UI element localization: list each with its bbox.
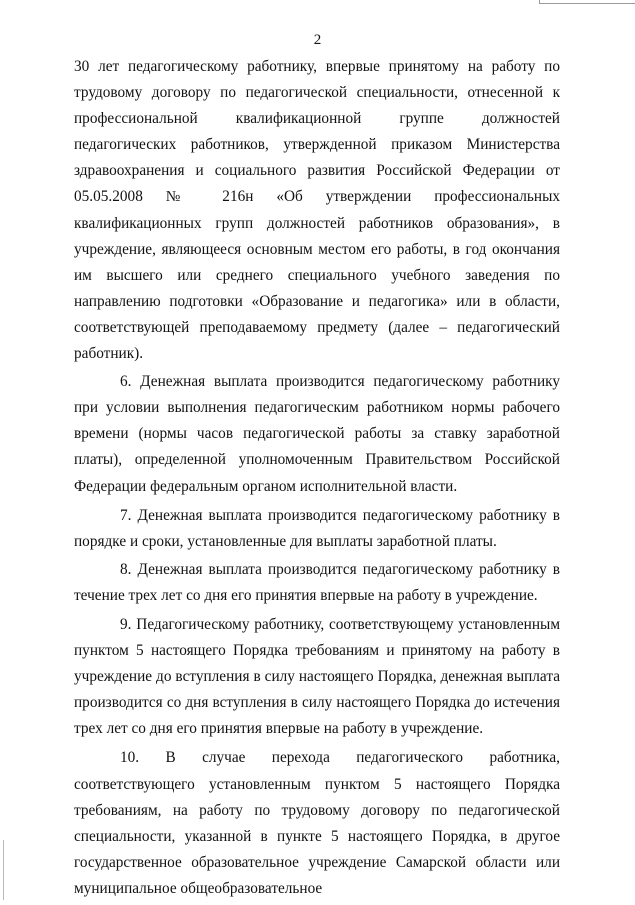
document-body — [74, 54, 560, 902]
scan-margin-line — [3, 840, 4, 900]
paragraph-item-9: 9. Педагогическому работнику, соответствующему установленным пунктом 5 настоящего Порядка требованиям и принятому на работу в учреждение до вступления в силу настоящего Порядка, денежная выплата производится со дня вступления в силу настоящего Порядка до истечения трех лет со дня его принятия впервые на работу в учреждение. — [74, 615, 560, 738]
paragraph-item-10: 10. В случае перехода педагогического работника, соответствующего установленным пунктом 5 настоящего Порядка требованиям, на работу по трудовому договору по педагогической специальности, указанной в пункте 5 настоящего Порядка, в другое государственное образовательное учреждение Самарской области или муниципальное общеобразовательное — [74, 749, 560, 897]
paragraph-continuation: 30 лет педагогическому работнику, впервые принятому на работу по трудовому договору по педагогической специальности, отнесенной к профессиональной квалификационной группе должностей педагогических работников, утвержденной приказом Министерства здравоохранения и социального развития Российской Федерации от 05.05.2008 № 216н «Об утверждении профессиональных квалификационных групп должностей работников образования», в учреждение, являющееся основным местом его работы, в год окончания им высшего или среднего специального учебного заведения по направлению подготовки «Образование и педагогика» или в области, соответствующей преподаваемому предмету (далее – педагогический работник). — [74, 58, 560, 363]
scan-corner-mark — [539, 0, 635, 4]
page-number: 2 — [313, 32, 322, 48]
paragraph-item-6: 6. Денежная выплата производится педагогическому работнику при условии выполнения педагогическим работником нормы рабочего времени (нормы часов педагогической работы за ставку заработной платы), определенной уполномоченным Правительством Российской Федерации федеральным органом исполнительной власти. — [74, 373, 560, 495]
paragraph-item-8: 8. Денежная выплата производится педагогическому работнику в течение трех лет со дня его принятия впервые на работу в учреждение. — [74, 560, 560, 604]
paragraph-item-7: 7. Денежная выплата производится педагогическому работнику в порядке и сроки, установленные для выплаты заработной платы. — [74, 506, 560, 550]
